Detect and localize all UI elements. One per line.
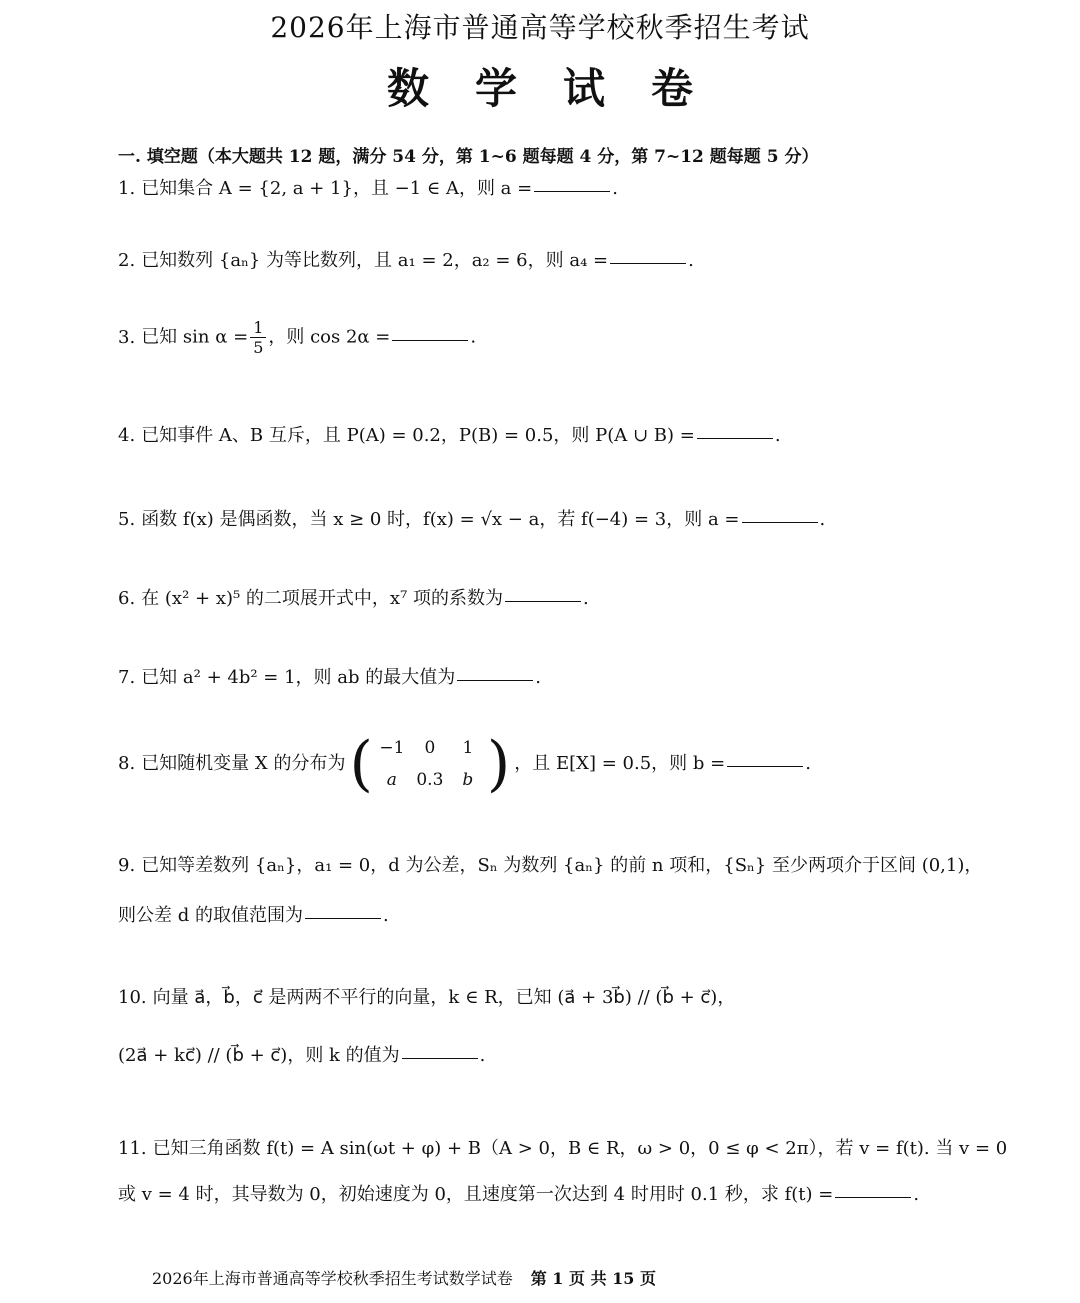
question-10 (118, 983, 735, 1009)
question-10-line-2: (2a⃗ + kc⃗) // (b⃗ + c⃗)，则 k 的值为 . (118, 1045, 486, 1066)
page-footer (152, 1266, 656, 1289)
question-text: 函数 f(x) 是偶函数，当 x ≥ 0 时，f(x) = √x − a，若 f(−4) = 3，则 a = (141, 509, 740, 530)
answer-blank[interactable] (305, 917, 381, 919)
question-6: 6. 在 (x² + x)⁵ 的二项展开式中，x⁷ 项的系数为 . (118, 588, 589, 609)
question-5: 5. 函数 f(x) 是偶函数，当 x ≥ 0 时，f(x) = √x − a，若 f(−4) = 3，则 a = . (118, 509, 826, 530)
question-9-line-2: 则公差 d 的取值范围为 . (118, 905, 389, 926)
answer-blank[interactable] (505, 600, 581, 602)
question-text: 已知 a² + 4b² = 1，则 ab 的最大值为 (141, 667, 456, 688)
question-text: 或 v = 4 时，其导数为 0，初始速度为 0，且速度第一次达到 4 时用时 0.1 秒，求 f(t) = (118, 1184, 834, 1205)
matrix-cell: b (462, 770, 474, 790)
subject-title: 数学试卷 (386, 64, 739, 113)
matrix-cell: 0.3 (416, 770, 444, 790)
question-text: 已知随机变量 X 的分布为 (141, 753, 346, 774)
distribution-matrix: ( −1 0 1 a 0.3 b ) (349, 729, 511, 799)
question-number: 3. (118, 326, 136, 348)
question-text: 在 (x² + x)⁵ 的二项展开式中，x⁷ 项的系数为 (141, 588, 504, 609)
fraction: $\frac{1}{5}$ (250, 318, 266, 357)
question-number: 8. (118, 753, 136, 774)
question-number: 1. (118, 178, 136, 199)
question-text: 已知事件 A、B 互斥，且 P(A) = 0.2，P(B) = 0.5，则 P(A ∪ B) = (141, 425, 695, 446)
answer-blank[interactable] (610, 262, 686, 264)
question-number: 9. (118, 855, 136, 876)
question-text: 则公差 d 的取值范围为 (118, 905, 303, 926)
question-3: 3. 已知 sin α = $\frac{1}{5}$ ，则 cos 2α = . (118, 318, 477, 357)
answer-blank[interactable] (457, 679, 533, 681)
question-text: 向量 a⃗，b⃗，c⃗ 是两两不平行的向量，k ∈ R，已知 (a⃗ + 3b⃗) // (b⃗ + c⃗)， (152, 987, 736, 1008)
question-1: 1. 已知集合 A = {2, a + 1}，且 −1 ∈ A，则 a = . (118, 178, 618, 199)
matrix-cell: 1 (462, 738, 474, 758)
question-number: 5. (118, 509, 136, 530)
question-11-line-2: 或 v = 4 时，其导数为 0，初始速度为 0，且速度第一次达到 4 时用时 0.1 秒，求 f(t) = . (118, 1184, 920, 1205)
matrix-cell: a (386, 770, 397, 790)
question-number: 11. (118, 1138, 147, 1159)
question-4: 4. 已知事件 A、B 互斥，且 P(A) = 0.2，P(B) = 0.5，则 P(A ∪ B) = . (118, 425, 781, 446)
answer-blank[interactable] (534, 190, 610, 192)
question-text: 已知三角函数 f(t) = A sin(ωt + φ) + B（A > 0，B ∈ R，ω > 0，0 ≤ φ < 2π），若 v = f(t). 当 v = 0 (152, 1138, 1008, 1159)
question-number: 10. (118, 987, 147, 1008)
answer-blank[interactable] (742, 521, 818, 523)
exam-title: 2026年上海市普通高等学校秋季招生考试 (270, 11, 810, 44)
question-text: 已知等差数列 {aₙ}，a₁ = 0，d 为公差，Sₙ 为数列 {aₙ} 的前 n 项和，{Sₙ} 至少两项介于区间 (0,1)， (141, 855, 983, 876)
matrix-cell: 0 (424, 738, 436, 758)
question-number: 2. (118, 250, 136, 271)
answer-blank[interactable] (835, 1196, 911, 1198)
question-text: 已知数列 {aₙ} 为等比数列，且 a₁ = 2，a₂ = 6，则 a₄ = (141, 250, 609, 271)
question-8: 8. 已知随机变量 X 的分布为 ( −1 0 1 a 0.3 b ) ，且 E[X] = 0.5，则 b = . (118, 729, 811, 799)
footer-page-number: 第 1 页 共 15 页 (530, 1269, 656, 1288)
footer-exam-name: 2026年上海市普通高等学校秋季招生考试数学试卷 (152, 1269, 513, 1288)
section-heading: 一. 填空题（本大题共 12 题，满分 54 分，第 1~6 题每题 4 分，第 7~12 题每题 5 分） (118, 147, 819, 167)
question-text: 已知集合 A = {2, a + 1}，且 −1 ∈ A，则 a = (141, 178, 533, 199)
answer-blank[interactable] (392, 339, 468, 341)
answer-blank[interactable] (402, 1057, 478, 1059)
question-7: 7. 已知 a² + 4b² = 1，则 ab 的最大值为 . (118, 667, 541, 688)
question-text: ，则 cos 2α = (268, 326, 391, 348)
question-11 (118, 1134, 1007, 1160)
answer-blank[interactable] (697, 437, 773, 439)
matrix-cell: −1 (379, 738, 405, 758)
question-number: 6. (118, 588, 136, 609)
answer-blank[interactable] (727, 765, 803, 767)
question-9 (118, 851, 982, 877)
question-number: 4. (118, 425, 136, 446)
question-text: (2a⃗ + kc⃗) // (b⃗ + c⃗)，则 k 的值为 (118, 1045, 400, 1066)
question-text: ，且 E[X] = 0.5，则 b = (514, 753, 726, 774)
question-number: 7. (118, 667, 136, 688)
question-2: 2. 已知数列 {aₙ} 为等比数列，且 a₁ = 2，a₂ = 6，则 a₄ = . (118, 250, 694, 271)
question-text: 已知 sin α = (141, 326, 249, 348)
